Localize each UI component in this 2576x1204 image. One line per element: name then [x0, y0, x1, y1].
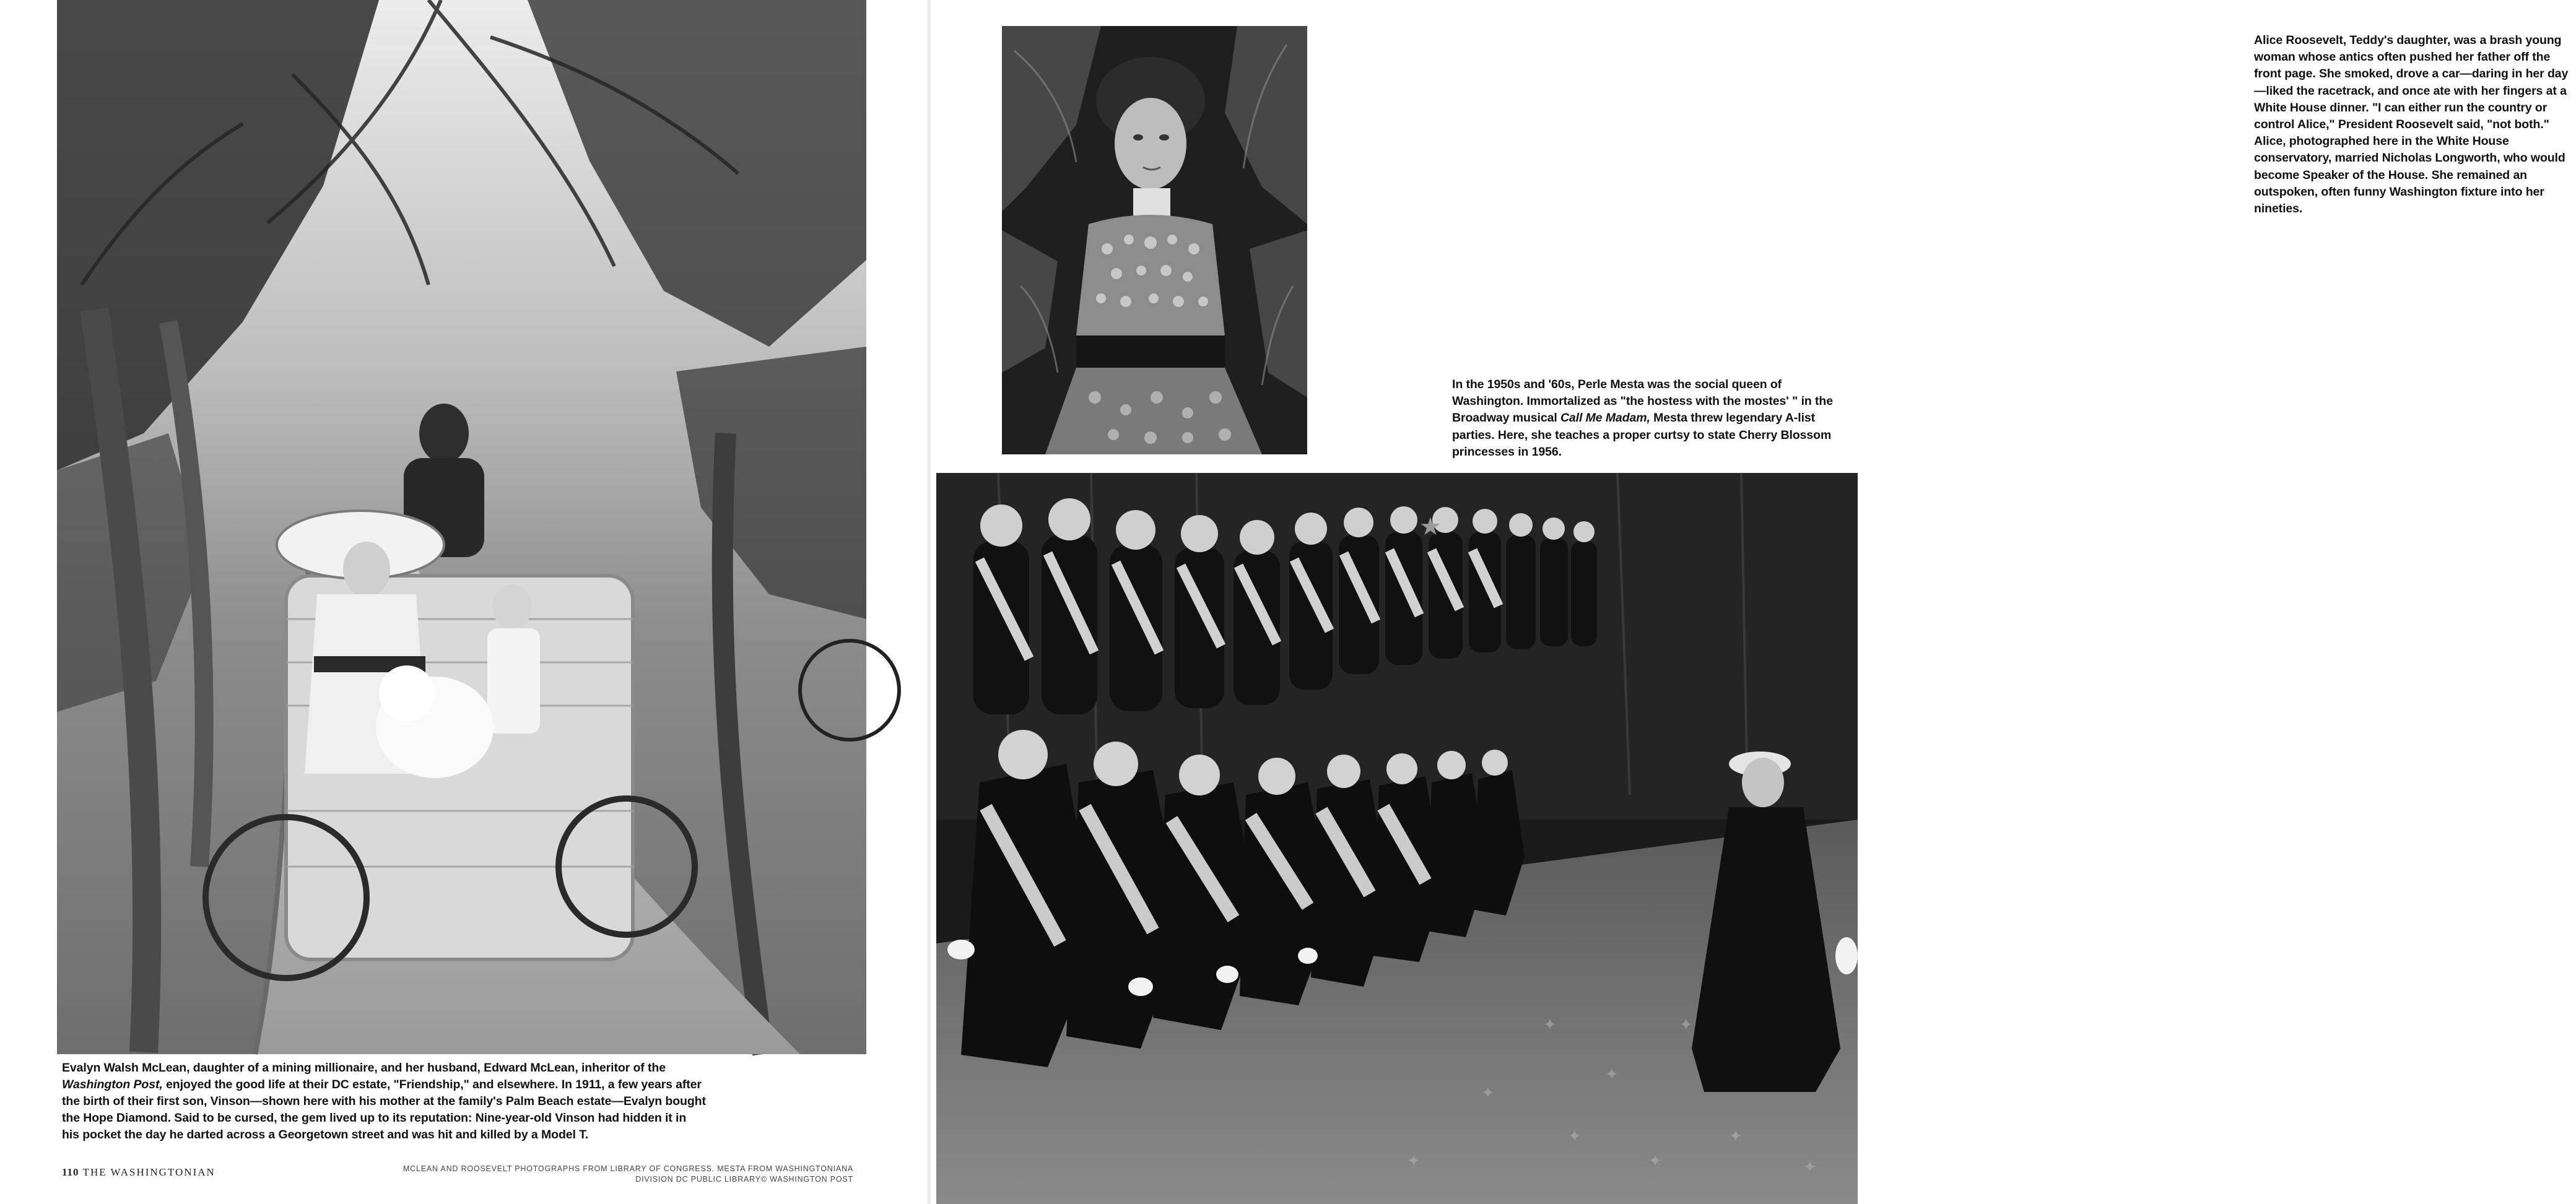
- svg-text:✦: ✦: [1648, 1152, 1662, 1171]
- publication-name: THE WASHINGTONIAN: [82, 1166, 215, 1178]
- svg-text:✦: ✦: [1543, 1016, 1557, 1034]
- alice-caption: Alice Roosevelt, Teddy's daughter, was a brash young woman whose antics often pushed her father off the front page. She smoked, drove a car—daring in her day—liked the racetrack, and once ate with her fingers at a White House dinner. "I can either run the country or control Alice," President Roosevelt said, "not both." Alice, photographed here in the White House conservatory, married Nicholas Longworth, who would become Speaker of the House. She remained an outspoken, often funny Washington fixture into her nineties.: [2254, 33, 2569, 216]
- mesta-caption-italic: Call Me Madam,: [1560, 411, 1650, 425]
- mclean-caption: [62, 1060, 706, 1143]
- photo-credit: MCLEAN AND ROOSEVELT PHOTOGRAPHS FROM LIBRARY OF CONGRESS. MESTA FROM WASHINGTONIANA DIVISION DC PUBLIC LIBRARY© WASHINGTON POST: [402, 1164, 853, 1184]
- mesta-photo: [936, 473, 1858, 1204]
- right-page: [929, 0, 2569, 1204]
- mclean-photo-illustration: [57, 0, 866, 1054]
- page-folio: [62, 1166, 215, 1179]
- alice-photo-illustration: [1002, 26, 1307, 454]
- alice-roosevelt-photo: [1002, 26, 1307, 454]
- svg-text:✦: ✦: [1605, 1065, 1619, 1084]
- svg-text:✦: ✦: [1568, 1127, 1582, 1146]
- mesta-caption-part2: Mesta threw legendary A-list parties. Here, she teaches a proper curtsy to state Cherry Blossom princesses in 1956.: [1452, 411, 1832, 459]
- mclean-caption-part1: Evalyn Walsh McLean, daughter of a mining millionaire, and her husband, Edward McLean, inheritor of the: [62, 1061, 666, 1075]
- left-page: [0, 0, 929, 1204]
- svg-text:✦: ✦: [1729, 1127, 1743, 1146]
- svg-text:✦: ✦: [1679, 1016, 1693, 1034]
- mclean-caption-italic: Washington Post,: [62, 1078, 163, 1091]
- mesta-photo-illustration: [936, 473, 1858, 1204]
- mclean-caption-part2: enjoyed the good life at their DC estate, "Friendship," and elsewhere. In 1911, a few years after the birth of their first son, Vinson—shown here with his mother at the family's Palm Beach estate—Evalyn bought the Hope Diamond. Said to be cursed, the gem lived up to its reputation: Nine-year-old Vinson had hidden it in his pocket the day he darted across a Georgetown street and was hit and killed by a Model T.: [62, 1078, 706, 1141]
- svg-text:✦: ✦: [1481, 1084, 1495, 1102]
- mesta-caption-part1: In the 1950s and '60s, Perle Mesta was the social queen of Washington. Immortalized as "the hostess with the mostes' " in the Broadway musical: [1452, 378, 1833, 425]
- svg-text:✦: ✦: [1407, 1152, 1421, 1171]
- svg-text:✦: ✦: [1803, 1158, 1817, 1177]
- mclean-photo: [57, 0, 866, 1054]
- page-number: 110: [62, 1166, 79, 1178]
- star-icon: ★: [1419, 513, 1442, 541]
- mesta-caption: [1452, 376, 1839, 461]
